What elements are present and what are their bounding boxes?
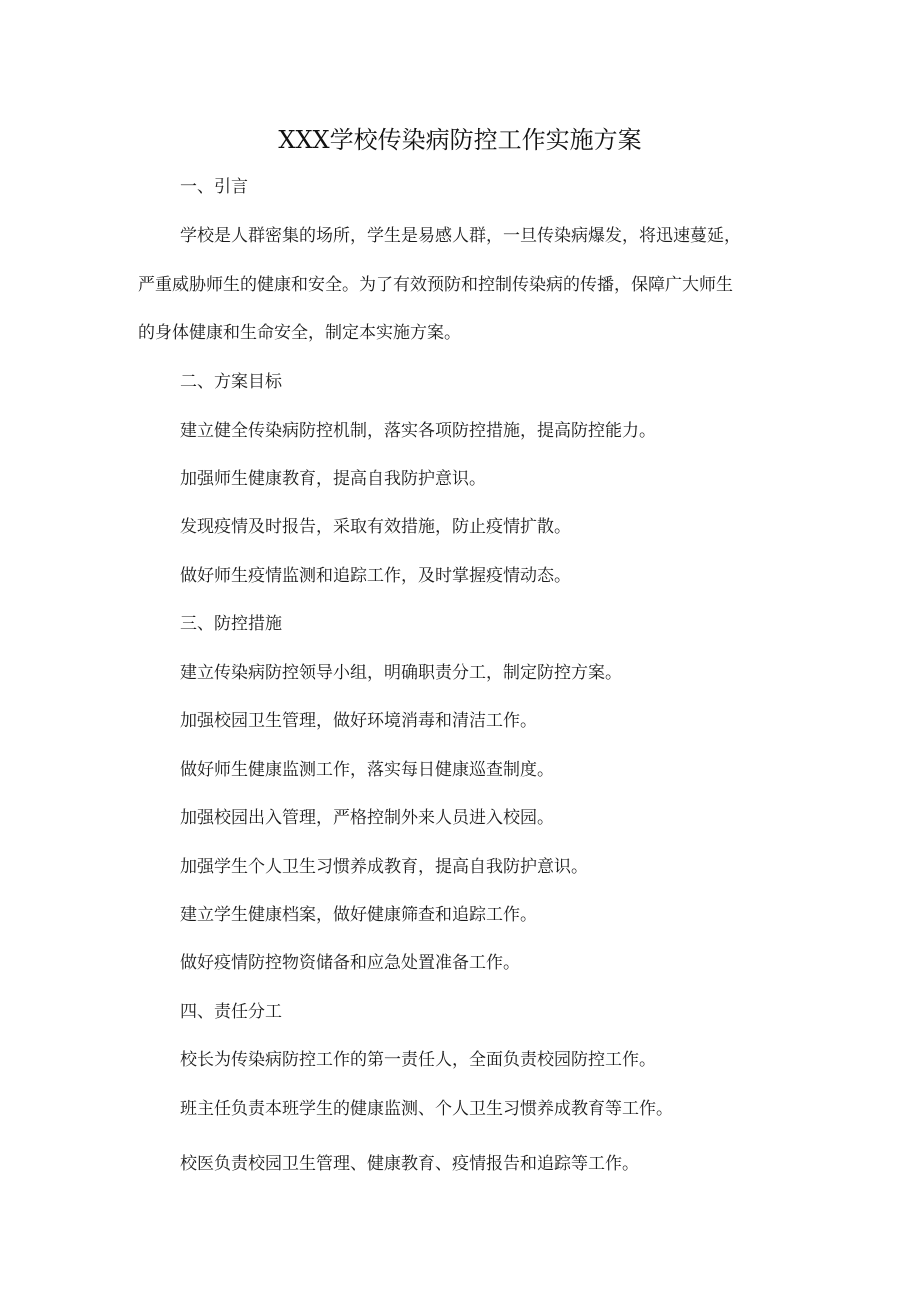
paragraph-line: 加强校园出入管理，严格控制外来人员进入校园。 xyxy=(180,808,554,828)
paragraph-line: 做好师生健康监测工作，落实每日健康巡查制度。 xyxy=(180,760,554,780)
section-heading: 一、引言 xyxy=(180,177,248,197)
paragraph-line: 加强师生健康教育，提高自我防护意识。 xyxy=(180,469,486,489)
section-heading: 四、责任分工 xyxy=(180,1002,282,1022)
paragraph-line: 校医负责校园卫生管理、健康教育、疫情报告和追踪等工作。 xyxy=(180,1154,639,1174)
paragraph-line: 班主任负责本班学生的健康监测、个人卫生习惯养成教育等工作。 xyxy=(180,1099,673,1119)
paragraph-line: 的身体健康和生命安全，制定本实施方案。 xyxy=(138,323,461,343)
paragraph-line: 加强校园卫生管理，做好环境消毒和清洁工作。 xyxy=(180,711,537,731)
paragraph-line: 加强学生个人卫生习惯养成教育，提高自我防护意识。 xyxy=(180,857,588,877)
paragraph-line: 建立传染病防控领导小组，明确职责分工，制定防控方案。 xyxy=(180,663,622,683)
paragraph-line: 建立健全传染病防控机制，落实各项防控措施，提高防控能力。 xyxy=(180,421,656,441)
paragraph-line: 发现疫情及时报告，采取有效措施，防止疫情扩散。 xyxy=(180,517,571,537)
paragraph-line: 学校是人群密集的场所，学生是易感人群，一旦传染病爆发，将迅速蔓延， xyxy=(180,226,741,246)
section-heading: 二、方案目标 xyxy=(180,372,282,392)
paragraph-line: 做好疫情防控物资储备和应急处置准备工作。 xyxy=(180,953,520,973)
paragraph-line: 做好师生疫情监测和追踪工作，及时掌握疫情动态。 xyxy=(180,566,571,586)
paragraph-line: 建立学生健康档案，做好健康筛查和追踪工作。 xyxy=(180,905,537,925)
paragraph-line: 校长为传染病防控工作的第一责任人，全面负责校园防控工作。 xyxy=(180,1050,656,1070)
paragraph-line: 严重威胁师生的健康和安全。为了有效预防和控制传染病的传播，保障广大师生 xyxy=(138,275,733,295)
section-heading: 三、防控措施 xyxy=(180,614,282,634)
document-title: XXX学校传染病防控工作实施方案 xyxy=(278,126,642,154)
